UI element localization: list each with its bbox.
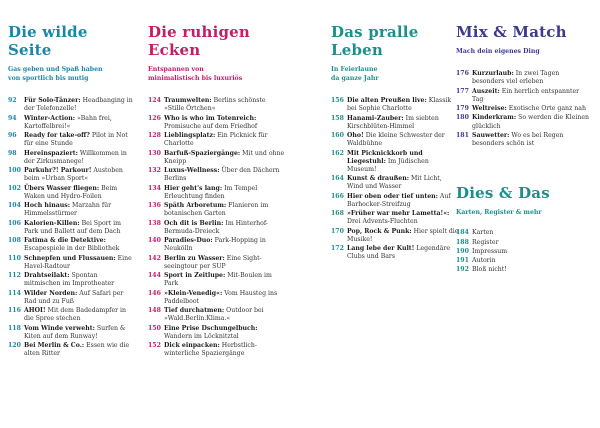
entry-title: Sport in Zeitlupe: xyxy=(164,272,226,279)
page-number: 150 xyxy=(148,324,161,332)
entry-description: Mit und ohne Kneipp xyxy=(164,149,285,165)
page-number: 170 xyxy=(331,227,344,235)
entry-text xyxy=(472,132,592,148)
toc-entry xyxy=(8,272,133,288)
entry-description: Über den Dächern Berlins xyxy=(164,167,280,183)
toc-entry xyxy=(331,115,459,131)
toc-entry xyxy=(8,255,133,271)
page-number: 124 xyxy=(148,97,161,104)
page-number: 116 xyxy=(8,307,21,314)
page-number: 164 xyxy=(331,175,344,183)
page-number: 92 xyxy=(8,97,17,104)
entry-text xyxy=(24,150,133,166)
page-number: 98 xyxy=(8,149,17,157)
toc-entry xyxy=(8,290,133,306)
toc-entry xyxy=(148,115,286,131)
entry-text xyxy=(164,97,286,113)
entry-title: Hier oben oder tief unten: xyxy=(347,192,438,200)
page-number: 148 xyxy=(148,307,161,314)
entry-description: Headbanging in der Telefonzelle! xyxy=(24,97,133,113)
entry-description: Mit Licht, Wind und Wasser xyxy=(347,175,442,191)
entry-text xyxy=(24,255,133,271)
page-number: 190 xyxy=(456,247,469,255)
toc-entry xyxy=(148,272,286,288)
entry-text xyxy=(347,97,459,113)
section-subtitle: Entspannen von minimalistisch bis luxuriös xyxy=(148,66,243,82)
entry-description: In zwei Tagen besonders viel erleben xyxy=(472,70,560,86)
entry-text xyxy=(164,290,286,306)
entry-text xyxy=(24,167,133,183)
toc-entry xyxy=(456,88,592,104)
entry-text xyxy=(164,220,286,236)
entry-description: Beim Waken und Hydro-Foilen xyxy=(24,184,118,200)
entry-title: Hier geht's lang: xyxy=(164,184,223,192)
entry-text xyxy=(347,245,459,261)
page-number: 156 xyxy=(331,97,344,104)
toc-entry xyxy=(148,220,286,236)
entry-title: Kunst & draußen: xyxy=(347,175,409,183)
page-number: 146 xyxy=(148,289,161,297)
entry-description: Bei Sport im Park und Ballett auf dem Dach xyxy=(24,219,121,235)
entry-title: Hanami-Zauber: xyxy=(347,114,404,122)
entry-title: Fatima & die Detektive: xyxy=(24,237,106,244)
entry-title: »Klein-Venedig«: xyxy=(164,289,223,297)
entry-list xyxy=(456,229,592,274)
toc-entry xyxy=(8,202,133,218)
entry-title: Pop, Rock & Punk: xyxy=(347,227,412,235)
section-title: Die wilde Seite xyxy=(8,23,88,59)
entry-text xyxy=(472,229,592,237)
entry-description: Hier spielt die Musike! xyxy=(347,227,459,243)
page-number: 168 xyxy=(331,210,344,218)
entry-title: Schnepfen und Flussauen: xyxy=(24,254,116,262)
entry-title: Who is who im Totenreich: xyxy=(164,114,257,122)
section-full-life xyxy=(331,0,459,263)
page-number: 188 xyxy=(456,238,469,246)
entry-title: Bei Merlin & Co.: xyxy=(24,342,85,349)
entry-description: Park-Hopping in Neukölln xyxy=(164,237,266,253)
page-number: 110 xyxy=(8,254,21,262)
entry-description: Klassik bei Sophie Charlotte xyxy=(347,97,452,113)
section-subtitle: Karten, Register & mehr xyxy=(456,209,542,217)
entry-title: Eine Prise Dschungelbuch: xyxy=(164,324,258,332)
toc-entry xyxy=(8,237,133,253)
entry-text xyxy=(164,115,286,131)
entry-title: Übers Wasser fliegen: xyxy=(24,184,100,192)
entry-text xyxy=(164,255,286,271)
entry-title: Paradies-Duo: xyxy=(164,237,213,244)
entry-description: Register xyxy=(472,238,499,246)
toc-entry xyxy=(8,307,133,323)
page-number: 140 xyxy=(148,237,161,244)
entry-description: Pilot in Not für eine Stunde xyxy=(24,132,128,148)
entry-title: Tief durchatmen: xyxy=(164,307,225,314)
entry-description: Essen wie die alten Ritter xyxy=(24,342,130,358)
page-number: 130 xyxy=(148,149,161,157)
entry-text xyxy=(472,239,592,247)
page-number: 114 xyxy=(8,289,21,297)
toc-entry xyxy=(148,185,286,201)
entry-title: Kalorien-Killen: xyxy=(24,219,80,227)
entry-text xyxy=(24,132,133,148)
entry-description: Mit-Boulen im Park xyxy=(164,272,272,288)
page-number: 126 xyxy=(148,114,161,122)
entry-text xyxy=(472,105,592,113)
page-number: 184 xyxy=(456,229,469,237)
entry-description: Im Tempel Erleuchtung finden xyxy=(164,184,258,200)
toc-entry xyxy=(456,248,592,256)
entry-description: Karten xyxy=(472,229,494,237)
entry-description: Auf Barhocker-Streifzug xyxy=(347,192,451,208)
entry-title: Sauwetter: xyxy=(472,131,510,139)
page-number: 142 xyxy=(148,254,161,262)
entry-text xyxy=(472,257,592,265)
toc-entry xyxy=(8,325,133,341)
entry-description: Die kleine Schwester der Waldbühne xyxy=(347,132,445,148)
page-number: 134 xyxy=(148,184,161,192)
toc-entry xyxy=(148,132,286,148)
page-number: 162 xyxy=(331,149,344,157)
entry-description: Outdoor bei »Wald.Berlin.Klima.« xyxy=(164,307,264,323)
entry-list xyxy=(8,97,133,358)
toc-entry xyxy=(8,342,133,358)
entry-description: Mit dem Badedampfer in die Spree stechen xyxy=(24,307,127,323)
entry-text xyxy=(472,266,592,274)
entry-title: Auszeit: xyxy=(472,87,500,95)
entry-text xyxy=(347,228,459,244)
toc-entry xyxy=(8,132,133,148)
page-number: 112 xyxy=(8,272,21,279)
page-number: 102 xyxy=(8,184,21,192)
toc-entry xyxy=(456,229,592,237)
entry-text xyxy=(472,114,592,130)
entry-description: Auf Safari per Rad und zu Fuß xyxy=(24,289,124,305)
entry-description: Spontan mitmischen im Improtheater xyxy=(24,272,115,288)
entry-text xyxy=(24,220,133,236)
entry-description: Im Hinterhof-Bermuda-Dreieck xyxy=(164,219,268,235)
entry-text xyxy=(164,307,286,323)
entry-description: Impressum xyxy=(472,247,508,255)
toc-entry xyxy=(456,132,592,148)
entry-title: Wilder Norden: xyxy=(24,289,78,297)
toc-entry xyxy=(148,307,286,323)
entry-text xyxy=(347,150,459,175)
section-title: Dies & Das xyxy=(456,184,550,203)
page-number: 108 xyxy=(8,237,21,244)
toc-entry xyxy=(456,114,592,130)
toc-entry xyxy=(331,210,459,226)
page-number: 132 xyxy=(148,167,161,174)
entry-text xyxy=(24,202,133,218)
entry-title: Och dit is Berlin: xyxy=(164,219,224,227)
entry-description: Promisuche auf dem Friedhof xyxy=(164,122,258,130)
toc-entry xyxy=(456,266,592,274)
entry-title: Kinderkram: xyxy=(472,114,517,122)
toc-entry xyxy=(148,97,286,113)
page-number: 179 xyxy=(456,105,469,112)
entry-text xyxy=(164,150,286,166)
entry-title: Lang lebe der Kult! xyxy=(347,245,415,253)
entry-description: Austoben beim »Urban Sport« xyxy=(24,167,123,183)
entry-text xyxy=(164,185,286,201)
toc-entry xyxy=(456,105,592,113)
page-number: 106 xyxy=(8,219,21,227)
entry-title: Hoch hinaus: xyxy=(24,202,71,209)
toc-entry xyxy=(331,193,459,209)
entry-list xyxy=(456,70,592,148)
entry-text xyxy=(24,325,133,341)
entry-text xyxy=(164,202,286,218)
toc-entry xyxy=(148,255,286,271)
entry-text xyxy=(472,248,592,256)
entry-description: Ein herrlich entspannter Tag xyxy=(472,87,580,103)
toc-entry xyxy=(8,220,133,236)
toc-entry xyxy=(8,150,133,166)
entry-title: »Früher war mehr Lametta!«: xyxy=(347,210,450,218)
page-number: 138 xyxy=(148,219,161,227)
page-number: 177 xyxy=(456,87,469,95)
entry-title: Lieblingsplatz: xyxy=(164,132,216,139)
entry-title: Berlin zu Wasser: xyxy=(164,254,225,262)
toc-entry xyxy=(331,132,459,148)
toc-entry xyxy=(331,228,459,244)
page-number: 104 xyxy=(8,202,21,209)
entry-description: Drei Advents-Fluchten xyxy=(347,218,418,226)
toc-entry xyxy=(331,245,459,261)
entry-text xyxy=(164,167,286,183)
entry-title: Kurzurlaub: xyxy=(472,70,514,77)
toc-entry xyxy=(148,202,286,218)
page-number: 96 xyxy=(8,132,17,139)
entry-text xyxy=(347,210,459,226)
page-number: 166 xyxy=(331,192,344,200)
section-title: Mix & Match xyxy=(456,23,567,41)
entry-text xyxy=(164,272,286,288)
entry-title: Späth Arboretum: xyxy=(164,202,227,209)
toc-entry xyxy=(148,325,286,341)
page-number: 160 xyxy=(331,132,344,139)
entry-title: Ready for take-off? xyxy=(24,132,90,139)
entry-title: Oho! xyxy=(347,132,364,139)
section-subtitle: Gas geben und Spaß haben von sportlich bis mutig xyxy=(8,66,103,82)
toc-entry xyxy=(331,175,459,191)
entry-description: Ein Picknick für Charlotte xyxy=(164,132,268,148)
entry-description: Surfen & Kiten auf dem Runway! xyxy=(24,324,126,340)
entry-title: Barfuß-Spaziergänge: xyxy=(164,149,241,157)
entry-description: Flanieren im botanischen Garten xyxy=(164,202,269,218)
toc-entry xyxy=(148,237,286,253)
toc-entry xyxy=(456,70,592,86)
entry-title: Weltreise: xyxy=(472,105,507,112)
entry-description: »Bahn frei, Kartoffelbrei!« xyxy=(24,114,112,130)
entry-title: Traumwelten: xyxy=(164,97,212,104)
entry-title: Die alten Preußen live: xyxy=(347,97,427,104)
page-number: 144 xyxy=(148,272,161,279)
page-number: 118 xyxy=(8,324,21,332)
entry-text xyxy=(164,342,286,358)
entry-title: Parkuhr?! Parkour! xyxy=(24,167,92,174)
entry-title: Für Solo-Tänzer: xyxy=(24,97,81,104)
section-mix-match xyxy=(456,0,592,276)
section-quiet-corners xyxy=(148,0,286,360)
toc-entry xyxy=(8,97,133,113)
entry-list xyxy=(331,97,459,262)
page-number: 158 xyxy=(331,114,344,122)
entry-text xyxy=(472,88,592,104)
page-number: 152 xyxy=(148,342,161,349)
page-number: 181 xyxy=(456,131,469,139)
entry-description: Autorin xyxy=(472,257,496,265)
entry-description: Marzahn für Himmelsstürmer xyxy=(24,202,112,218)
entry-title: Hereinspaziert: xyxy=(24,149,78,157)
entry-text xyxy=(164,237,286,253)
toc-entry xyxy=(456,239,592,247)
entry-text xyxy=(24,272,133,288)
section-title: Die ruhigen Ecken xyxy=(148,23,251,59)
entry-description: Herbstlich-winterliche Spaziergänge xyxy=(164,342,257,358)
entry-text xyxy=(164,325,286,341)
page-number: 100 xyxy=(8,167,21,174)
toc-entry xyxy=(8,167,133,183)
page-number: 136 xyxy=(148,202,161,209)
page-number: 191 xyxy=(456,257,469,265)
page-number: 120 xyxy=(8,342,21,349)
entry-description: Exotische Orte ganz nah xyxy=(506,105,586,112)
entry-description: Eine Havel-Radtour xyxy=(24,254,132,270)
entry-text xyxy=(24,237,133,253)
entry-description: Escapespiele in der Bibliothek xyxy=(24,245,120,253)
entry-description: Vom Hausteg ins Paddelboot xyxy=(164,289,278,305)
entry-description: Wo es bei Regen besonders schön ist xyxy=(472,131,564,147)
entry-title: Mit Picknickkorb und Liegestuhl: xyxy=(347,149,423,165)
entry-text xyxy=(347,132,459,148)
toc-entry xyxy=(8,115,133,131)
page-number: 128 xyxy=(148,132,161,139)
entry-title: Vom Winde verweht: xyxy=(24,324,95,332)
toc-entry xyxy=(148,150,286,166)
entry-description: So werden die Kleinen glücklich xyxy=(472,114,589,130)
page-number: 94 xyxy=(8,114,17,122)
section-wild-side xyxy=(8,0,133,360)
entry-text xyxy=(24,342,133,358)
entry-description: Willkommen in der Zirkusmanege! xyxy=(24,149,127,165)
entry-description: Berlins schönste »Stille Örtchen« xyxy=(164,97,266,113)
toc-entry xyxy=(148,167,286,183)
toc-entry xyxy=(148,342,286,358)
section-subtitle: Mach dein eigenes Ding xyxy=(456,48,540,55)
entry-text xyxy=(472,70,592,86)
toc-entry xyxy=(331,150,459,175)
entry-title: Winter-Action: xyxy=(24,114,75,122)
entry-text xyxy=(24,290,133,306)
entry-text xyxy=(347,175,459,191)
page-number: 172 xyxy=(331,245,344,253)
page-number: 176 xyxy=(456,70,469,77)
toc-entry xyxy=(331,97,459,113)
entry-description: Bloß nicht! xyxy=(472,266,507,274)
entry-text xyxy=(24,185,133,201)
entry-text xyxy=(164,132,286,148)
entry-description: Eine Sight-seeingtour per SUP xyxy=(164,254,262,270)
entry-list xyxy=(148,97,286,358)
toc-entry xyxy=(8,185,133,201)
entry-text xyxy=(24,307,133,323)
entry-title: Luxus-Wellness: xyxy=(164,167,220,174)
entry-title: AHOI! xyxy=(24,307,46,314)
entry-description: Im Jüdischen Museum! xyxy=(347,157,429,173)
toc-entry xyxy=(456,257,592,265)
entry-description: Wandern im Löcknitztal xyxy=(164,332,239,340)
entry-text xyxy=(347,115,459,131)
entry-title: Drahtseilakt: xyxy=(24,272,70,279)
entry-text xyxy=(347,193,459,209)
toc-entry xyxy=(148,290,286,306)
entry-description: Legendäre Clubs und Bars xyxy=(347,245,451,261)
entry-text xyxy=(24,97,133,113)
entry-description: Im siebten Kirschblüten-Himmel xyxy=(347,114,439,130)
page-number: 192 xyxy=(456,266,469,274)
entry-text xyxy=(24,115,133,131)
entry-title: Dick einpacken: xyxy=(164,342,220,349)
page-number: 180 xyxy=(456,114,469,122)
section-title: Das pralle Leben xyxy=(331,23,419,59)
section-subtitle: In Feierlaune da ganze Jahr xyxy=(331,66,379,82)
